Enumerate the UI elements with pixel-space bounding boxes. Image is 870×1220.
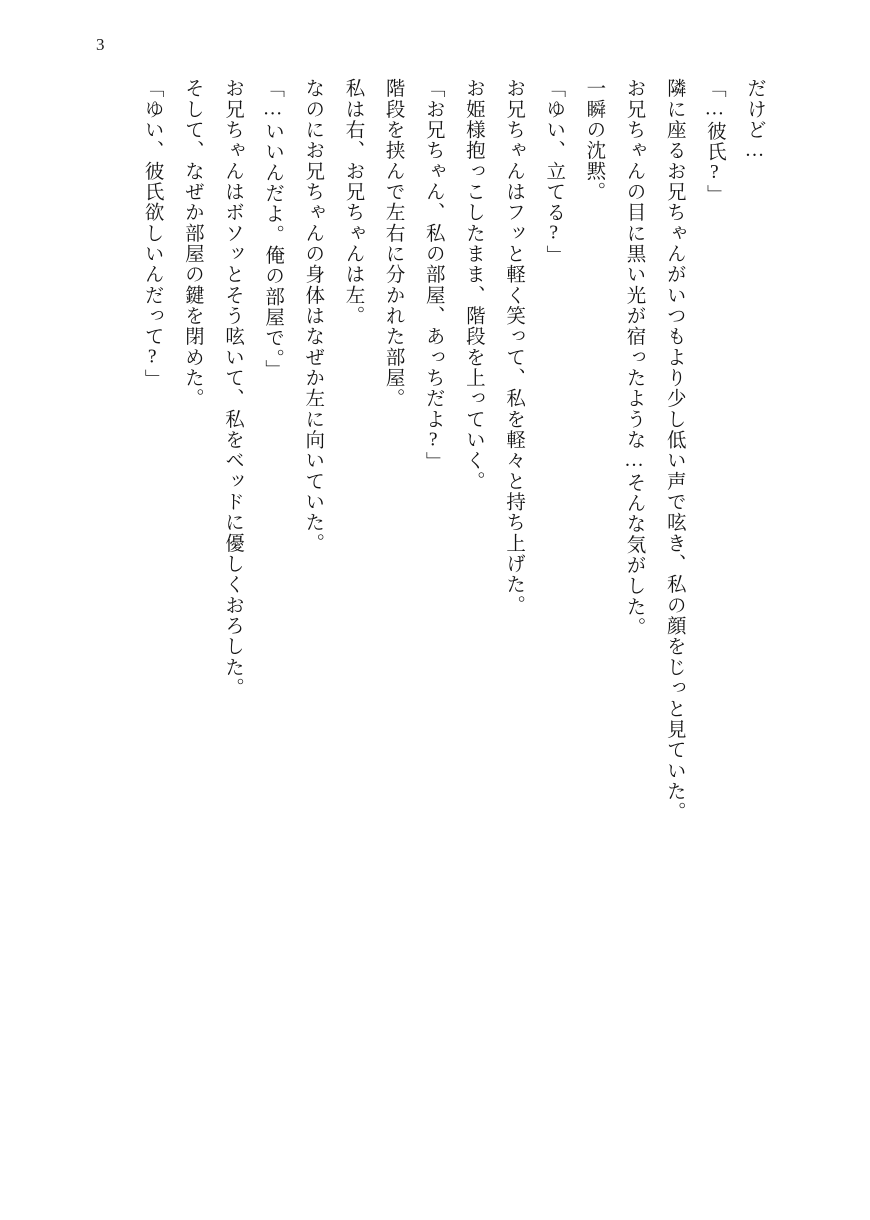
text-line: お姫様抱っこしたまま、階段を上っていく。 xyxy=(462,78,484,492)
text-line: 私は右、お兄ちゃんは左。 xyxy=(342,78,364,327)
text-line: 「ゆい、立てる?」 xyxy=(543,78,565,266)
text-line: 「ゆい、彼氏欲しいんだって?」 xyxy=(141,78,163,390)
text-line: 隣に座るお兄ちゃんがいつもより少し低い声で呟き、私の顔をじっと見ていた。 xyxy=(663,78,685,823)
text-line: 「…彼氏?」 xyxy=(703,78,725,206)
text-line: そして、なぜか部屋の鍵を閉めた。 xyxy=(181,78,203,409)
text-line: お兄ちゃんはボソッとそう呟いて、私をベッドに優しくおろした。 xyxy=(221,78,243,699)
text-line: 「…いいんだよ。俺の部屋で。」 xyxy=(262,78,284,380)
text-line: 一瞬の沈黙。 xyxy=(583,78,605,203)
body-text xyxy=(141,78,774,1008)
page-number: 3 xyxy=(96,35,105,54)
text-line: 「お兄ちゃん、私の部屋、あっちだよ?」 xyxy=(422,78,444,473)
text-line: 階段を挟んで左右に分かれた部屋。 xyxy=(382,78,404,409)
text-line: なのにお兄ちゃんの身体はなぜか左に向いていた。 xyxy=(302,78,324,554)
text-line: だけど… xyxy=(744,78,765,163)
text-line: お兄ちゃんはフッと軽く笑って、私を軽々と持ち上げた。 xyxy=(503,78,525,616)
text-line: お兄ちゃんの目に黒い光が宿ったような…そんな気がした。 xyxy=(623,78,645,638)
